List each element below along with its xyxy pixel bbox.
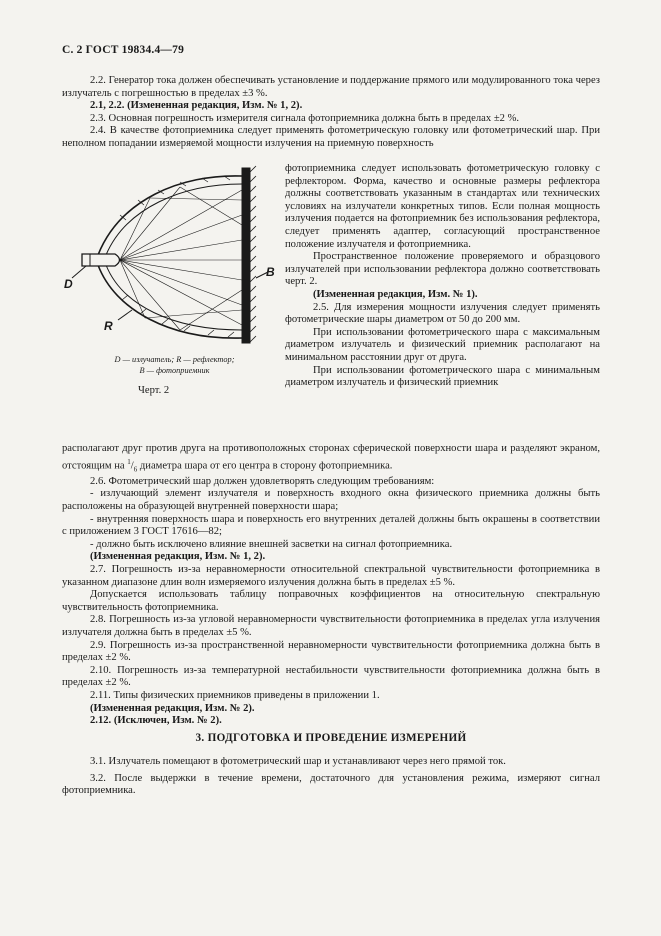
revision-note-4: (Измененная редакция, Изм. № 2). (90, 702, 255, 714)
section-3-title: 3. ПОДГОТОВКА И ПРОВЕДЕНИЕ ИЗМЕРЕНИЙ (195, 732, 467, 744)
leader-R (118, 310, 132, 320)
figure-title: Черт. 2 (138, 385, 170, 396)
label-B: В (266, 265, 275, 279)
paragraph-2-8: 2.8. Погрешность из-за угловой неравномерности чувствительности фотоприемника в пределах угла излучения излучателя должна быть в пределах ±5 %. (62, 614, 600, 638)
revision-note-3: (Измененная редакция, Изм. № 1, 2). (90, 551, 266, 563)
section-3-body (62, 756, 600, 798)
revision-note-2: (Измененная редакция, Изм. № 1). (313, 288, 478, 300)
reflector-outer-top (98, 176, 242, 255)
right-paragraph-2: Пространственное положение проверяемого и образцового излучателей при использовании рефлектора должно соответствовать черт. 2. (285, 251, 600, 288)
paragraph-2-10: 2.10. Погрешность из-за температурной нестабильности чувствительности фотоприемника должна быть в пределах ±2 %. (62, 664, 600, 689)
label-R: R (104, 319, 113, 333)
caption-line-2: В — фотоприемник (139, 365, 210, 375)
revision-note-1: 2.1, 2.2. (Измененная редакция, Изм. № 1, 2). (90, 100, 303, 112)
right-paragraph-1: фотоприемника следует использовать фотометрическую головку с рефлектором. Форма, качество и основные размеры рефлектора должны соответствовать указанным в стандартах или технических условиях на излучатели конкретных типов. Если полная мощность излучения подается на фотоприемник без использования рефлектора, следует применять адаптер, согласующий пространственное положение излучателя и фотоприемника. (285, 163, 600, 250)
light-rays (120, 187, 242, 330)
paragraph-2-11: 2.11. Типы физических приемников приведены в приложении 1. (90, 689, 380, 701)
reflector-outer-bottom (98, 265, 242, 338)
leader-D (72, 266, 86, 278)
figure-caption (62, 355, 287, 376)
paragraph-2-6: 2.6. Фотометрический шар должен удовлетворять следующим требованиям: (90, 475, 435, 487)
paragraph-2-7-note: Допускается использовать таблицу поправочных коэффициентов на относительную спектральную чувствительность фотоприемника. (62, 589, 600, 613)
paragraph-2-3: 2.3. Основная погрешность измерителя сигнала фотоприемника должна быть в пределах ±2 %. (90, 112, 520, 124)
bullet-3: - должно быть исключено влияние внешней засветки на сигнал фотоприемника. (90, 538, 453, 550)
continuation-text-b: диаметра шара от его центра в сторону фотоприемника. (137, 460, 393, 472)
paragraph-2-12: 2.12. (Исключен, Изм. № 2). (90, 715, 222, 727)
paragraph-2-9: 2.9. Погрешность из-за пространственной неравномерности чувствительности фотоприемника должна быть в пределах ±2 %. (62, 639, 600, 664)
emitter-body (82, 254, 120, 266)
paragraph-3-1: 3.1. Излучатель помещают в фотометрический шар и устанавливают через него прямой ток. (90, 756, 506, 767)
right-paragraph-min-diameter: При использовании фотометрического шара с минимальным диаметром излучатель и физический приемник (285, 364, 600, 389)
paragraph-2-2: 2.2. Генератор тока должен обеспечивать установление и поддержание прямого или модулированного тока через излучатель с погрешностью в пределах ±3 %. (62, 75, 600, 99)
top-paragraphs (62, 75, 600, 151)
continuation-text-a: располагают друг против друга на противоположных сторонах сферической поверхности шара и разделяют экраном, отстоящим на (62, 443, 600, 472)
right-column (285, 163, 600, 390)
caption-line-1: D — излучатель; R — рефлектор; (114, 355, 235, 364)
paragraph-3-2: 3.2. После выдержки в течение времени, достаточного для установления режима, измеряют сигнал фотоприемника. (62, 772, 600, 797)
photoreceiver-plate (242, 168, 250, 343)
bullet-2: - внутренняя поверхность шара и поверхность его внутренних деталей должны быть окрашены в соответствии с приложением 3 ГОСТ 17616—82; (62, 513, 600, 538)
lower-paragraphs (62, 443, 600, 728)
plate-hatching (250, 166, 256, 342)
fraction-denominator: 6 (133, 465, 138, 474)
paragraph-2-7: 2.7. Погрешность из-за неравномерности относительной спектральной чувствительности фотоприемника в указанном диапазоне длин волн измеряемого излучения должна быть в пределах ±5 %. (62, 563, 600, 588)
label-D: D (64, 277, 73, 291)
page-header: С. 2 ГОСТ 19834.4—79 (62, 44, 185, 56)
right-paragraph-max-diameter: При использовании фотометрического шара с максимальным диаметром излучатель и физический приемник располагают на минимальном расстоянии друг от друга. (285, 326, 600, 363)
paragraph-2-5: 2.5. Для измерения мощности излучения следует применять фотометрические шары диаметром от 50 до 200 мм. (285, 301, 600, 326)
paragraph-2-4: 2.4. В качестве фотоприемника следует применять фотометрическую головку или фотометрический шар. При неполном попадании измеряемой мощности излучения на приемную поверхность (62, 125, 600, 149)
fraction-numerator: 1 (127, 457, 131, 466)
bullet-1: - излучающий элемент излучателя и поверхность входного окна физического приемника должны быть расположены на образующей внутренней поверхности шара; (62, 488, 600, 513)
continuation-paragraph: располагают друг против друга на противоположных сторонах сферической поверхности шара и разделяют экраном, отстоящим на $^1/_6$ диаметра шара от его центра в сторону фотоприемника. (62, 443, 600, 474)
